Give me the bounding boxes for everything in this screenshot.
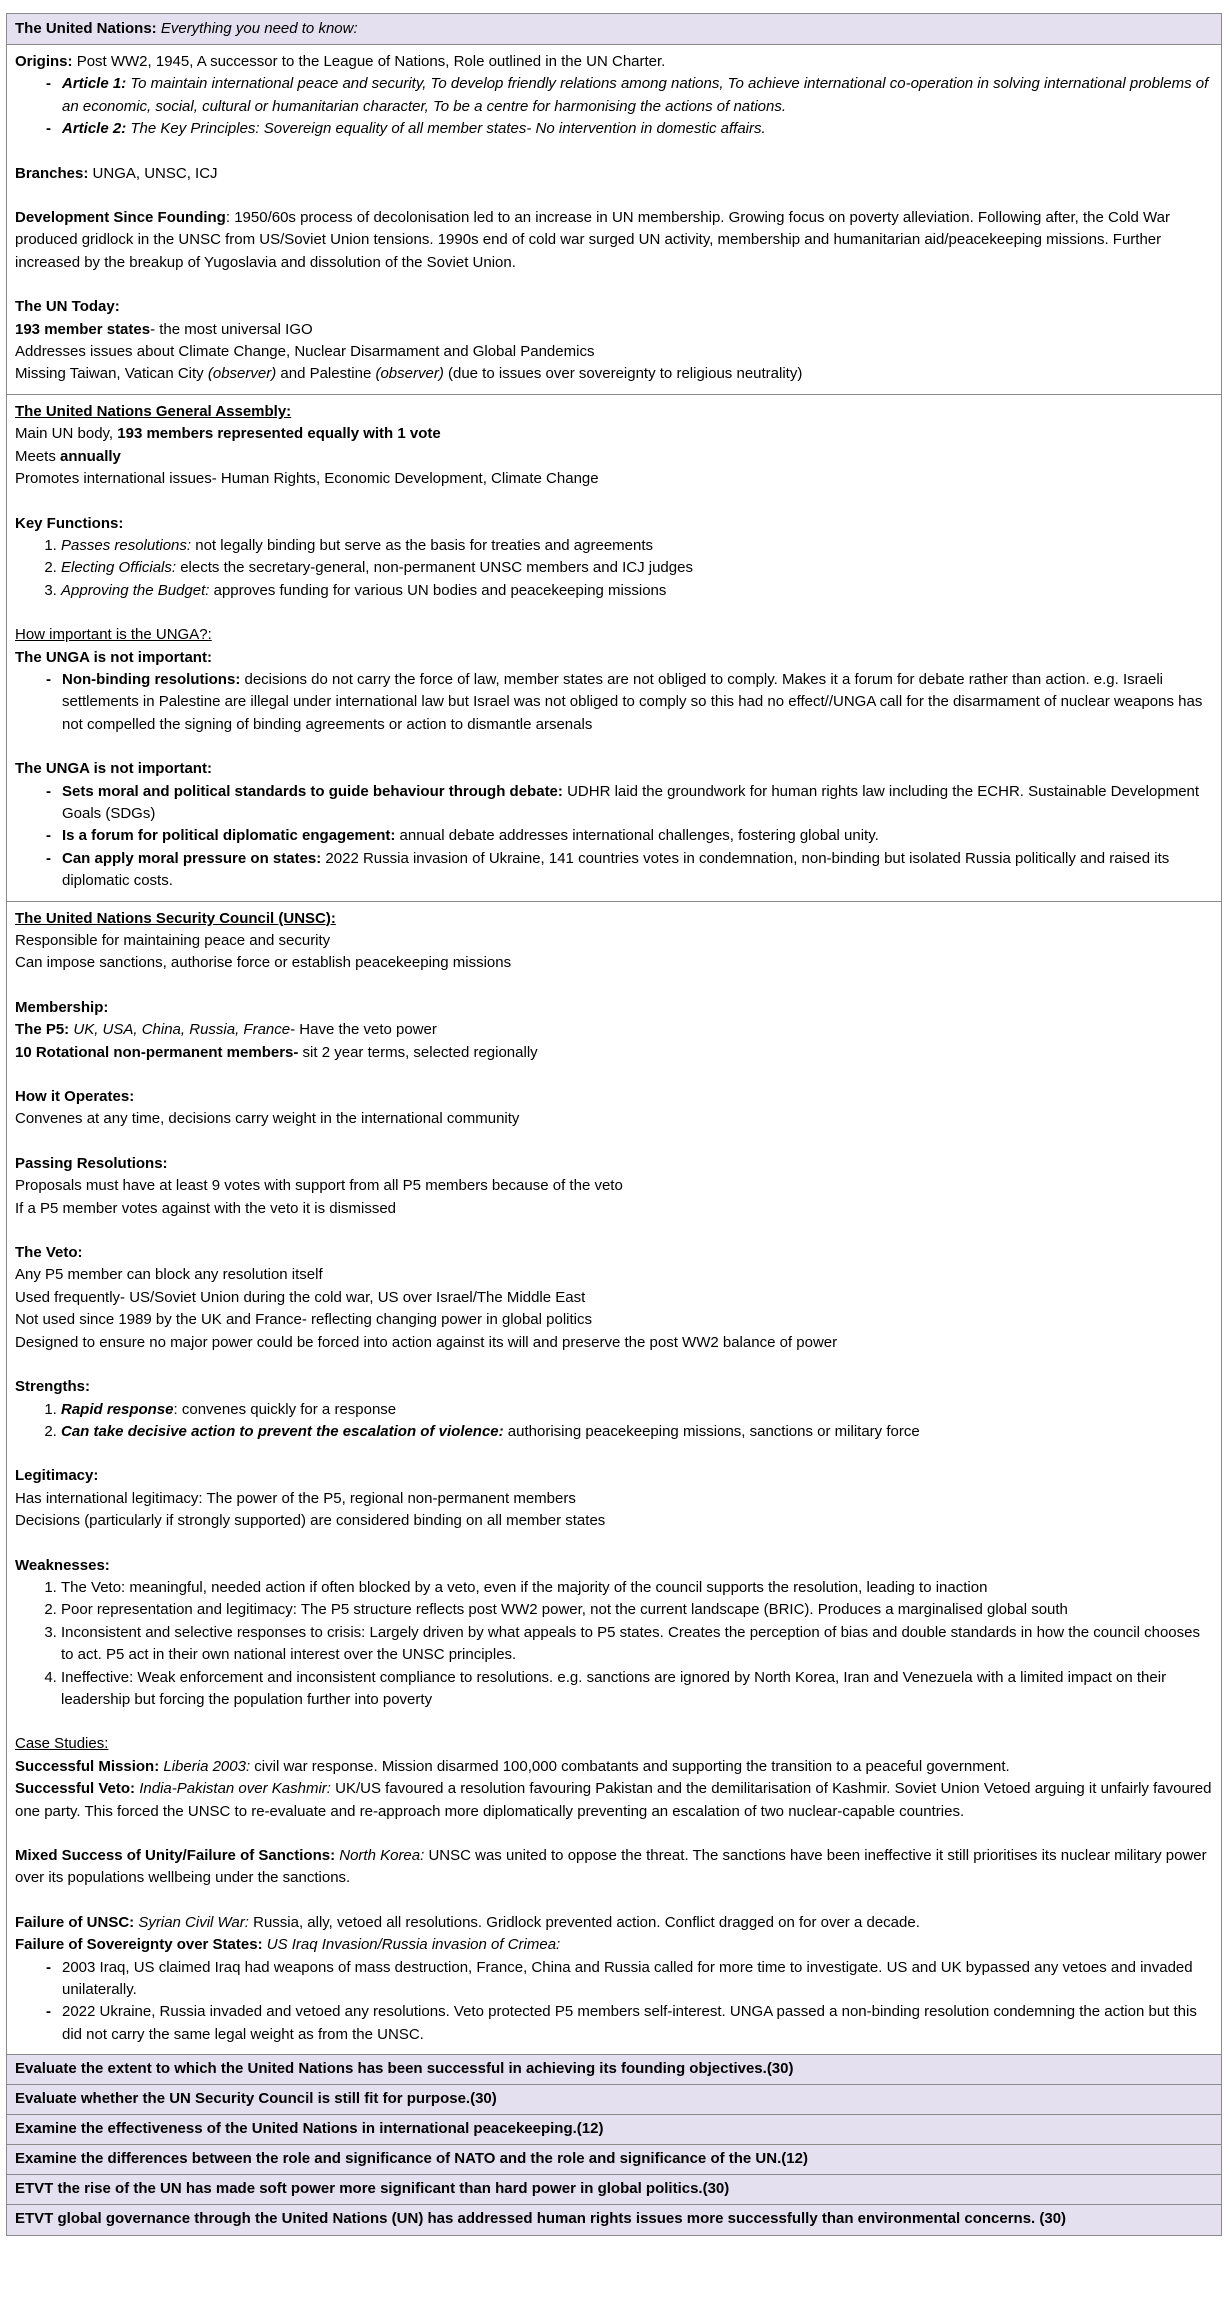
function-label: Electing Officials: [61,559,177,577]
case-text: UNSC was united to oppose the threat. The sanctions have been ineffective it still prioritises its nuclear military power over its populations wellbeing under the sanctions. [15,1847,1207,1887]
header-title: The United Nations: [15,20,157,37]
p5-label: The P5: [15,1021,70,1039]
missing-text-2: and Palestine [276,365,376,383]
passing-line-1: Proposals must have at least 9 votes with support from all P5 members because of the veto [15,1177,623,1195]
development-label: Development Since Founding [15,209,226,227]
not-important-list [15,669,1213,736]
membership-label: Membership: [15,998,109,1016]
case-subject: India-Pakistan over Kashmir: [135,1780,331,1798]
list-item [61,580,1213,602]
passing-line-2: If a P5 member votes against with the veto it is dismissed [15,1199,396,1217]
missing-text-1: Missing Taiwan, Vatican City [15,365,208,383]
unga-line-3: Promotes international issues- Human Rights, Economic Development, Climate Change [15,470,599,488]
passing-label: Passing Resolutions: [15,1154,168,1172]
case-label: Failure of UNSC: [15,1913,135,1931]
p5-members: UK, USA, China, Russia, France [69,1021,291,1039]
point-text: 2022 Russia invasion of Ukraine, 141 countries votes in condemnation, non-binding but isolated Russia politically and raised its diplomatic costs. [62,849,1170,890]
veto-line: Not used since 1989 by the UK and France- reflecting changing power in global politics [15,1311,593,1329]
rotational-label: 10 Rotational non-permanent members- [15,1043,299,1061]
members-line [15,319,1213,341]
article-2-label: Article 2: [62,120,127,138]
article-1 [62,73,1213,118]
article-1-text: To maintain international peace and security, To develop friendly relations among nations, To achieve international co-operation in solving international problems of an economic, social, cultural or humanitarian character, To be a centre for harmonising the actions of nations. [62,75,1209,115]
point-label: Is a forum for political diplomatic engagement: [62,827,396,845]
case-label: Successful Veto: [15,1780,136,1798]
case-text: UK/US favoured a resolution favouring Pakistan and the demilitarisation of Kashmir. Soviet Union Vetoed arguing it unfairly favoured one party. This forced the UNSC to re-evaluate and re-approach more diplomatically preventing an escalation of two nuclear-capable countries. [15,1780,1212,1820]
exam-question: Examine the effectiveness of the United Nations in international peacekeeping.(12) [7,2115,1221,2145]
list-item [62,669,1213,736]
list-item: 2. Poor representation and legitimacy: The P5 structure reflects post WW2 power, not the current landscape (BRIC). Produces a marginalised global south [61,1599,1213,1621]
article-2 [62,118,1213,140]
origins-line [15,51,1213,73]
list-item [61,557,1213,579]
point-text: decisions do not carry the force of law, member states are not obliged to comply. Makes it a forum for debate rather than action. e.g. Israeli settlements in Palestine are illegal under international law but Israel was not obliged to comply so this had no effect//UNGA call for the disarmament of nuclear weapons has not compelled the signing of binding agreements or action to dismantle arsenals [62,670,1203,733]
list-item [61,1399,1213,1421]
point-label: Can apply moral pressure on states: [62,849,322,867]
unga-line-1-a: Main UN body, [15,425,118,443]
important-list [15,781,1213,893]
exam-question: ETVT the rise of the UN has made soft power more significant than hard power in global politics.(30) [7,2175,1221,2205]
notes-sheet [6,13,1222,2236]
veto-line: Used frequently- US/Soviet Union during the cold war, US over Israel/The Middle East [15,1288,586,1306]
case-text: Russia, ally, vetoed all resolutions. Gridlock prevented action. Conflict dragged on for over a decade. [248,1913,920,1931]
strength-label: Can take decisive action to prevent the escalation of violence: [61,1422,504,1440]
case-subject: Syrian Civil War: [134,1913,249,1931]
header-subtitle: Everything you need to know: [160,20,358,37]
p5-line [15,1019,1213,1041]
list-item [61,535,1213,557]
unga-section [7,395,1221,902]
weaknesses-heading [15,1555,1213,1577]
list-item [61,1421,1213,1443]
development-line [15,207,1213,274]
overview-section [7,45,1221,395]
case-mixed-success [15,1845,1213,1890]
point-label: Non-binding resolutions: [62,670,241,688]
list-item [62,781,1213,826]
un-today-label: The UN Today: [15,298,120,316]
case-subject: North Korea: [335,1847,425,1864]
weaknesses-label: Weaknesses: [15,1556,110,1574]
list-item: - 2003 Iraq, US claimed Iraq had weapons of mass destruction, France, China and Russia called for more time to investigate. US and UK bypassed any vetoes and invaded unilaterally. [62,1957,1213,2002]
missing-observer-1: (observer) [207,365,277,383]
branches-text: UNGA, UNSC, ICJ [92,164,218,182]
un-today-heading [15,296,1213,318]
p5-text: - Have the veto power [290,1021,437,1039]
members-text: - the most universal IGO [150,320,313,338]
veto-line: Designed to ensure no major power could be forced into action against its will and preserve the post WW2 balance of power [15,1333,838,1351]
not-important-label: The UNGA is not important: [15,648,212,666]
key-functions-label: Key Functions: [15,514,124,532]
unga-line-2 [15,446,1213,468]
veto-heading [15,1242,1213,1264]
article-2-text: The Key Principles: Sovereign equality of all member states- No intervention in domestic affairs. [130,120,766,138]
branches-label: Branches: [15,164,89,182]
case-successful-mission [15,1756,1213,1778]
exam-question: Evaluate the extent to which the United Nations has been successful in achieving its founding objectives.(30) [7,2055,1221,2085]
point-label: Sets moral and political standards to guide behaviour through debate: [62,782,563,800]
unga-line-2-b: annually [60,447,121,465]
branches-line [15,163,1213,185]
operates-text: Convenes at any time, decisions carry weight in the international community [15,1110,520,1128]
unga-title-text: The United Nations General Assembly: [15,402,292,420]
operates-label: How it Operates: [15,1088,135,1106]
list-item [62,825,1213,847]
strength-text: authorising peacekeeping missions, sanctions or military force [503,1422,920,1440]
important-label: The UNGA is not important: [15,760,212,778]
strengths-list [15,1399,1213,1444]
missing-line [15,363,1213,385]
case-studies-title: Case Studies: [15,1735,109,1753]
articles-list [15,73,1213,140]
exam-question: ETVT global governance through the United Nations (UN) has addressed human rights issues more successfully than environmental concerns. (30) [7,2205,1221,2235]
sovereignty-list [15,1957,1213,2047]
point-text: UDHR laid the groundwork for human rights law including the ECHR. Sustainable Development Goals (SDGs) [62,782,1200,822]
unga-line-1 [15,423,1213,445]
importance-title: How important is the UNGA?: [15,626,212,644]
legitimacy-heading [15,1465,1213,1487]
strength-text: : convenes quickly for a response [173,1400,397,1418]
strength-label: Rapid response [61,1400,174,1418]
case-label: Mixed Success of Unity/Failure of Sanctions: [15,1847,336,1864]
legitimacy-line-1: Has international legitimacy: The power of the P5, regional non-permanent members [15,1489,576,1507]
origins-label: Origins: [15,53,73,70]
importance-heading [15,624,1213,646]
addresses-line: Addresses issues about Climate Change, Nuclear Disarmament and Global Pandemics [15,343,595,361]
key-functions-heading [15,513,1213,535]
function-label: Approving the Budget: [61,581,210,599]
passing-heading [15,1153,1213,1175]
operates-heading [15,1086,1213,1108]
case-subject: US Iraq Invasion/Russia invasion of Crimea: [262,1936,561,1954]
members-bold: 193 member states [15,320,151,338]
case-studies-heading [15,1733,1213,1755]
sheet-header [7,14,1221,45]
case-label: Successful Mission: [15,1757,160,1775]
membership-heading [15,997,1213,1019]
origins-text: Post WW2, 1945, A successor to the League of Nations, Role outlined in the UN Charter. [76,53,666,70]
unsc-intro-1: Responsible for maintaining peace and security [15,932,331,949]
legitimacy-line-2: Decisions (particularly if strongly supported) are considered binding on all member states [15,1512,606,1530]
key-functions-list [15,535,1213,602]
list-item: 1. The Veto: meaningful, needed action if often blocked by a veto, even if the majority of the council supports the resolution, leading to inaction [61,1577,1213,1599]
not-important-heading [15,647,1213,669]
point-text: annual debate addresses international challenges, fostering global unity. [395,827,879,845]
missing-text-3: (due to issues over sovereignty to religious neutrality) [443,365,803,383]
legitimacy-label: Legitimacy: [15,1467,99,1485]
unsc-title-text: The United Nations Security Council (UNSC): [15,909,336,927]
veto-line: Any P5 member can block any resolution itself [15,1266,323,1284]
case-label: Failure of Sovereignty over States: [15,1936,263,1954]
list-item [62,848,1213,893]
veto-label: The Veto: [15,1244,83,1262]
rotational-line [15,1042,1213,1064]
unga-line-2-a: Meets [15,447,61,465]
unsc-title [15,908,1213,930]
function-label: Passes resolutions: [61,536,192,554]
function-text: approves funding for various UN bodies and peacekeeping missions [209,581,667,599]
rotational-text: sit 2 year terms, selected regionally [298,1043,538,1061]
unga-title [15,401,1213,423]
list-item: - 2022 Ukraine, Russia invaded and vetoed any resolutions. Veto protected P5 members self-interest. UNGA passed a non-binding resolution condemning the action but this did not carry the same legal weight as from the UNSC. [62,2001,1213,2046]
unsc-section [7,902,1221,2056]
function-text: elects the secretary-general, non-permanent UNSC members and ICJ judges [176,559,693,577]
important-heading [15,758,1213,780]
case-failure-sovereignty [15,1934,1213,1956]
exam-question: Evaluate whether the UN Security Council is still fit for purpose.(30) [7,2085,1221,2115]
function-text: not legally binding but serve as the basis for treaties and agreements [191,536,654,554]
case-subject: Liberia 2003: [159,1757,251,1775]
article-1-label: Article 1: [62,75,127,93]
list-item: 4. Ineffective: Weak enforcement and inconsistent compliance to resolutions. e.g. sanctions are ignored by North Korea, Iran and Venezuela with a limited impact on their leadership but forcing the population further into poverty [61,1667,1213,1712]
list-item: 3. Inconsistent and selective responses to crisis: Largely driven by what appeals to P5 states. Creates the perception of bias and double standards in how the council chooses to act. P5 act in their own national interest over the UNSC principles. [61,1622,1213,1667]
development-text: : 1950/60s process of decolonisation led to an increase in UN membership. Growing focus on poverty alleviation. Following after, the Cold War produced gridlock in the UNSC from US/Soviet Union tensions. 1990s end of cold war surged UN activity, membership and humanitarian aid/peacekeeping missions. Further increased by the breakup of Yugoslavia and dissolution of the Soviet Union. [15,209,1170,271]
unsc-intro-2: Can impose sanctions, authorise force or establish peacekeeping missions [15,954,512,972]
weaknesses-list [15,1577,1213,1711]
exam-question: Examine the differences between the role and significance of NATO and the role and significance of the UN.(12) [7,2145,1221,2175]
case-successful-veto [15,1778,1213,1823]
strengths-label: Strengths: [15,1378,90,1396]
strengths-heading [15,1376,1213,1398]
unga-line-1-b: 193 members represented equally with 1 vote [117,425,441,443]
case-failure-unsc [15,1912,1213,1934]
case-text: civil war response. Mission disarmed 100,000 combatants and supporting the transition to a peaceful government. [250,1757,1010,1775]
missing-observer-2: (observer) [375,365,444,383]
